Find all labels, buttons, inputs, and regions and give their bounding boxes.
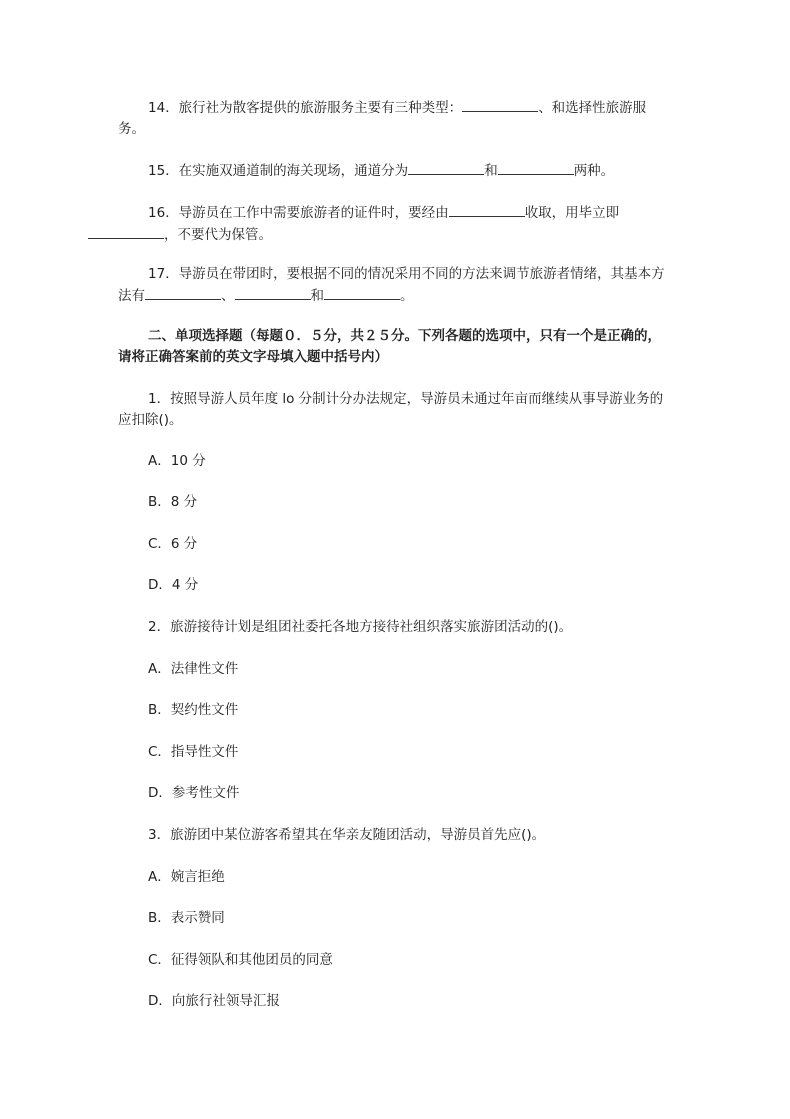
question-number: 17 — [148, 266, 166, 282]
mc-question-3 — [118, 825, 666, 846]
option-2c[interactable]: C．指导性文件 — [148, 744, 239, 760]
fill-in-question-17 — [118, 264, 666, 307]
section-heading: 二、单项选择题（每题０．５分，共２５分。下列各题的选项中，只有一个是正确的，请将正确答案前的英文字母填入题中括号内） — [118, 328, 661, 365]
mc-question-1 — [118, 389, 666, 431]
question-text: 。 — [400, 288, 414, 304]
option-1d[interactable]: D．4 分 — [148, 577, 199, 593]
answer-blank[interactable] — [408, 160, 484, 175]
answer-blank[interactable] — [88, 224, 164, 239]
answer-blank[interactable] — [449, 202, 525, 217]
question-text: 两种。 — [573, 163, 615, 179]
option-2d[interactable]: D．参考性文件 — [148, 785, 240, 801]
option-1c[interactable]: C．6 分 — [148, 536, 198, 552]
question-text: ．旅游团中某位游客希望其在华亲友随团活动，导游员首先应()。 — [156, 827, 546, 843]
question-text: ．旅行社为散客提供的旅游服务主要有三种类型： — [165, 100, 463, 116]
question-text: 和 — [310, 288, 324, 304]
question-text: ．在实施双通道制的海关现场，通道分为 — [165, 163, 409, 179]
fill-in-question-16 — [118, 202, 666, 246]
option-3d[interactable]: D．向旅行社领导汇报 — [148, 993, 280, 1009]
option-2b[interactable]: B．契约性文件 — [148, 702, 239, 718]
question-text: 收取，用毕立即 — [524, 205, 620, 221]
question-text: ．按照导游人员年度 lo 分制计分办法规定，导游员未通过年亩而继续从事导游业务的应扣除()。 — [118, 391, 664, 428]
question-text: ．导游员在工作中需要旅游者的证件时，要经由 — [165, 205, 449, 221]
answer-blank[interactable] — [324, 285, 400, 300]
option-3a[interactable]: A．婉言拒绝 — [148, 869, 225, 885]
option-3c[interactable]: C．征得领队和其他团员的同意 — [148, 952, 333, 968]
question-text: ，不要代为保管。 — [164, 227, 272, 243]
question-number: 15 — [148, 163, 166, 179]
question-number: 3 — [148, 827, 157, 843]
fill-in-question-15 — [118, 160, 666, 182]
option-1a[interactable]: A．10 分 — [148, 453, 206, 469]
option-3b[interactable]: B．表示赞同 — [148, 910, 225, 926]
answer-blank[interactable] — [145, 285, 221, 300]
fill-in-question-14 — [118, 97, 666, 140]
question-number: 1 — [148, 391, 157, 407]
answer-blank[interactable] — [235, 285, 311, 300]
option-1b[interactable]: B．8 分 — [148, 494, 198, 510]
answer-blank[interactable] — [498, 160, 574, 175]
answer-blank[interactable] — [462, 97, 538, 112]
question-number: 16 — [148, 205, 166, 221]
question-text: ．旅游接待计划是组团社委托各地方接待社组织落实旅游团活动的()。 — [156, 619, 573, 635]
question-text: 和 — [484, 163, 498, 179]
question-text: 、和选择性旅游服务。 — [118, 100, 647, 137]
option-2a[interactable]: A．法律性文件 — [148, 661, 239, 677]
question-text: 、 — [221, 288, 235, 304]
question-number: 2 — [148, 619, 157, 635]
question-number: 14 — [148, 100, 166, 116]
mc-question-2 — [118, 617, 666, 638]
question-text: ．导游员在带团时，要根据不同的情况采用不同的方法来调节旅游者情绪，其基本方法有 — [118, 266, 665, 304]
